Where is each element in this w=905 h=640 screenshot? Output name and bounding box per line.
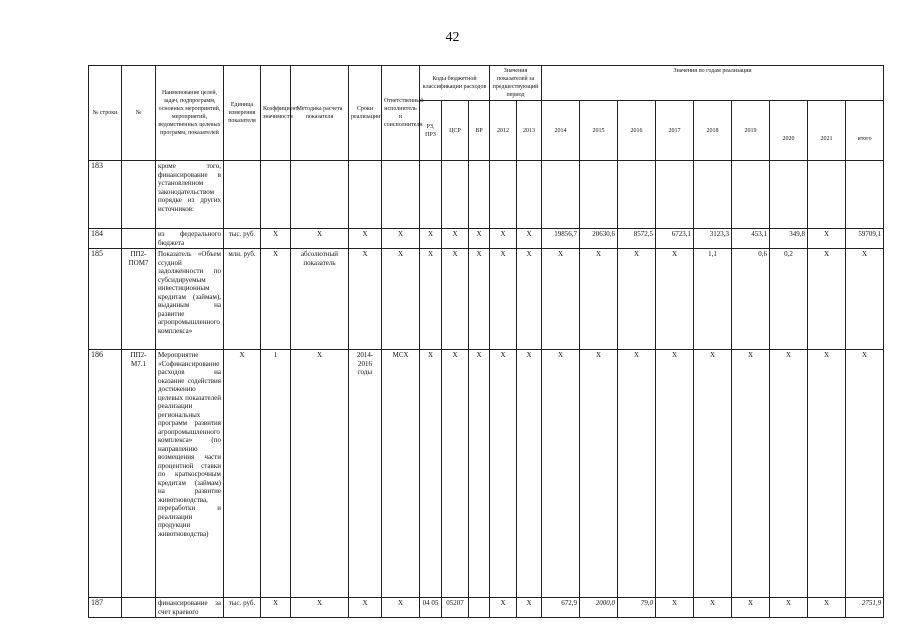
row-code [122, 229, 156, 249]
header-2018: 2018 [694, 101, 732, 161]
row-coefficient: X [261, 229, 291, 249]
row-rz: X [420, 229, 442, 249]
row-unit: тыс. руб. [224, 598, 261, 618]
row-2021: X [808, 350, 846, 598]
row-responsible: X [382, 598, 420, 618]
header-csr: ЦСР [442, 101, 469, 161]
row-2017: X [656, 249, 694, 350]
row-method: абсолютный показатель [291, 249, 349, 350]
row-2015: X [580, 249, 618, 350]
header-2017: 2017 [656, 101, 694, 161]
row-responsible: X [382, 229, 420, 249]
row-2013: X [517, 598, 542, 618]
header-responsible: Ответственный исполнитель и соисполнители [382, 66, 420, 161]
row-term: X [349, 229, 382, 249]
row-number: 184 [89, 229, 122, 249]
row-2015: 2000,0 [580, 598, 618, 618]
row-2014: 19856,7 [542, 229, 580, 249]
row-total: X [846, 350, 884, 598]
row-2021 [808, 161, 846, 229]
row-term: 2014-2016 годы [349, 350, 382, 598]
row-2013: X [517, 350, 542, 598]
row-rz [420, 161, 442, 229]
row-term [349, 161, 382, 229]
row-2016: 79,0 [618, 598, 656, 618]
row-unit: тыс. руб. [224, 229, 261, 249]
row-code [122, 161, 156, 229]
row-2016: X [618, 249, 656, 350]
row-2017: 6723,1 [656, 229, 694, 249]
row-2020: 349,8 [770, 229, 808, 249]
row-unit: млн. руб. [224, 249, 261, 350]
indicators-table [88, 65, 884, 618]
row-csr: X [442, 249, 469, 350]
row-code [122, 598, 156, 618]
row-rz: 04 05 [420, 598, 442, 618]
row-2014 [542, 161, 580, 229]
row-term: X [349, 249, 382, 350]
row-2014: X [542, 350, 580, 598]
header-2012: 2012 [490, 101, 517, 161]
row-2014: X [542, 249, 580, 350]
table-row [89, 350, 884, 598]
header-total: итого [846, 119, 884, 161]
row-method: X [291, 350, 349, 598]
row-method: X [291, 229, 349, 249]
row-number: 183 [89, 161, 122, 229]
row-2018: X [694, 350, 732, 598]
row-vr: X [469, 249, 490, 350]
row-method [291, 161, 349, 229]
row-2015: X [580, 350, 618, 598]
row-2018: 3123,3 [694, 229, 732, 249]
row-name: Мероприятие «Софинансирование расходов на оказание содействия достижению целевых показателей реализации региональных программ развития агропромышленного комплекса» (по направлению возмещения части процентной ставки по краткосрочным кредитам (займам) на развитие животноводства, переработки и реализации продукции животноводства) [156, 350, 224, 598]
row-unit [224, 161, 261, 229]
header-prev-period: Значения показателей за предшествующий период [490, 66, 542, 101]
row-total [846, 161, 884, 229]
header-2014: 2014 [542, 101, 580, 161]
row-2016: X [618, 350, 656, 598]
header-2020-top [770, 101, 808, 119]
row-vr: X [469, 350, 490, 598]
row-vr [469, 598, 490, 618]
header-unit: Единица измерения показателя [224, 66, 261, 161]
row-name: финансирование за счет краевого [156, 598, 224, 618]
table-row [89, 249, 884, 350]
row-total: X [846, 249, 884, 350]
row-csr: X [442, 350, 469, 598]
row-name: Показатель «Объем ссудной задолженности по субсидируемым инвестиционным кредитам (займам), выданным на развитие агропромышленного комплекса» [156, 249, 224, 350]
row-vr: X [469, 229, 490, 249]
row-2019 [732, 161, 770, 229]
row-2019: X [732, 350, 770, 598]
row-2012: X [490, 249, 517, 350]
header-2019: 2019 [732, 101, 770, 161]
row-coefficient: X [261, 249, 291, 350]
row-name: из федерального бюджета [156, 229, 224, 249]
row-2015 [580, 161, 618, 229]
row-number: 185 [89, 249, 122, 350]
row-2019: 453,1 [732, 229, 770, 249]
row-2013: X [517, 229, 542, 249]
header-2020: 2020 [770, 119, 808, 161]
row-responsible: МСХ [382, 350, 420, 598]
row-total: 2751,9 [846, 598, 884, 618]
header-term: Сроки реализации [349, 66, 382, 161]
row-2017 [656, 161, 694, 229]
row-vr [469, 161, 490, 229]
header-coefficient: Коэффициент значимости [261, 66, 291, 161]
table-row [89, 598, 884, 618]
row-2012: X [490, 350, 517, 598]
page-number: 42 [445, 30, 460, 45]
header-budget-codes: Коды бюджетной классификации расходов [420, 66, 490, 101]
row-2012: X [490, 229, 517, 249]
row-2016: 8572,5 [618, 229, 656, 249]
row-csr [442, 161, 469, 229]
row-2021: X [808, 229, 846, 249]
row-2020 [770, 161, 808, 229]
row-rz: X [420, 350, 442, 598]
header-method: Методика расчета показателя [291, 66, 349, 161]
row-rz: X [420, 249, 442, 350]
row-method: X [291, 598, 349, 618]
row-2017: X [656, 598, 694, 618]
header-2021: 2021 [808, 119, 846, 161]
header-by-years: Значения по годам реализации [542, 66, 884, 101]
row-2016 [618, 161, 656, 229]
row-coefficient: 1 [261, 350, 291, 598]
row-name: кроме того, финансирование в установленном законодательством порядке из других источников: [156, 161, 224, 229]
header-row-no: № строки [89, 66, 122, 161]
row-2012: X [490, 598, 517, 618]
row-2020: X [770, 598, 808, 618]
row-2021: X [808, 249, 846, 350]
row-coefficient: X [261, 598, 291, 618]
row-total: 59709,1 [846, 229, 884, 249]
row-2018 [694, 161, 732, 229]
row-2015: 20630,6 [580, 229, 618, 249]
row-2017: X [656, 350, 694, 598]
row-responsible [382, 161, 420, 229]
header-no: № [122, 66, 156, 161]
row-2019: 0,6 [732, 249, 770, 350]
row-number: 186 [89, 350, 122, 598]
row-2013 [517, 161, 542, 229]
header-2013: 2013 [517, 101, 542, 161]
header-name: Наименование целей, задач, подпрограмм, основных мероприятий, мероприятий, ведомственных целевых программ, показателей [156, 66, 224, 161]
row-unit: X [224, 350, 261, 598]
row-csr: 05207 [442, 598, 469, 618]
header-2015: 2015 [580, 101, 618, 161]
row-coefficient [261, 161, 291, 229]
row-2020: 0,2 [770, 249, 808, 350]
row-code: ПП2-М7.1 [122, 350, 156, 598]
row-2021: X [808, 598, 846, 618]
row-2012 [490, 161, 517, 229]
row-2018: X [694, 598, 732, 618]
row-2020: X [770, 350, 808, 598]
row-2018: 1,1 [694, 249, 732, 350]
row-2014: 672,9 [542, 598, 580, 618]
header-total-top [846, 101, 884, 119]
row-2019: X [732, 598, 770, 618]
row-csr: X [442, 229, 469, 249]
header-2021-top [808, 101, 846, 119]
row-responsible: X [382, 249, 420, 350]
table-row [89, 229, 884, 249]
header-vr: ВР [469, 101, 490, 161]
row-term: X [349, 598, 382, 618]
header-2016: 2016 [618, 101, 656, 161]
row-code: ПП2-ПОМ7 [122, 249, 156, 350]
row-number: 187 [89, 598, 122, 618]
row-2013: X [517, 249, 542, 350]
table-row [89, 161, 884, 229]
header-rz: РЗ, ПРЗ [420, 101, 442, 161]
